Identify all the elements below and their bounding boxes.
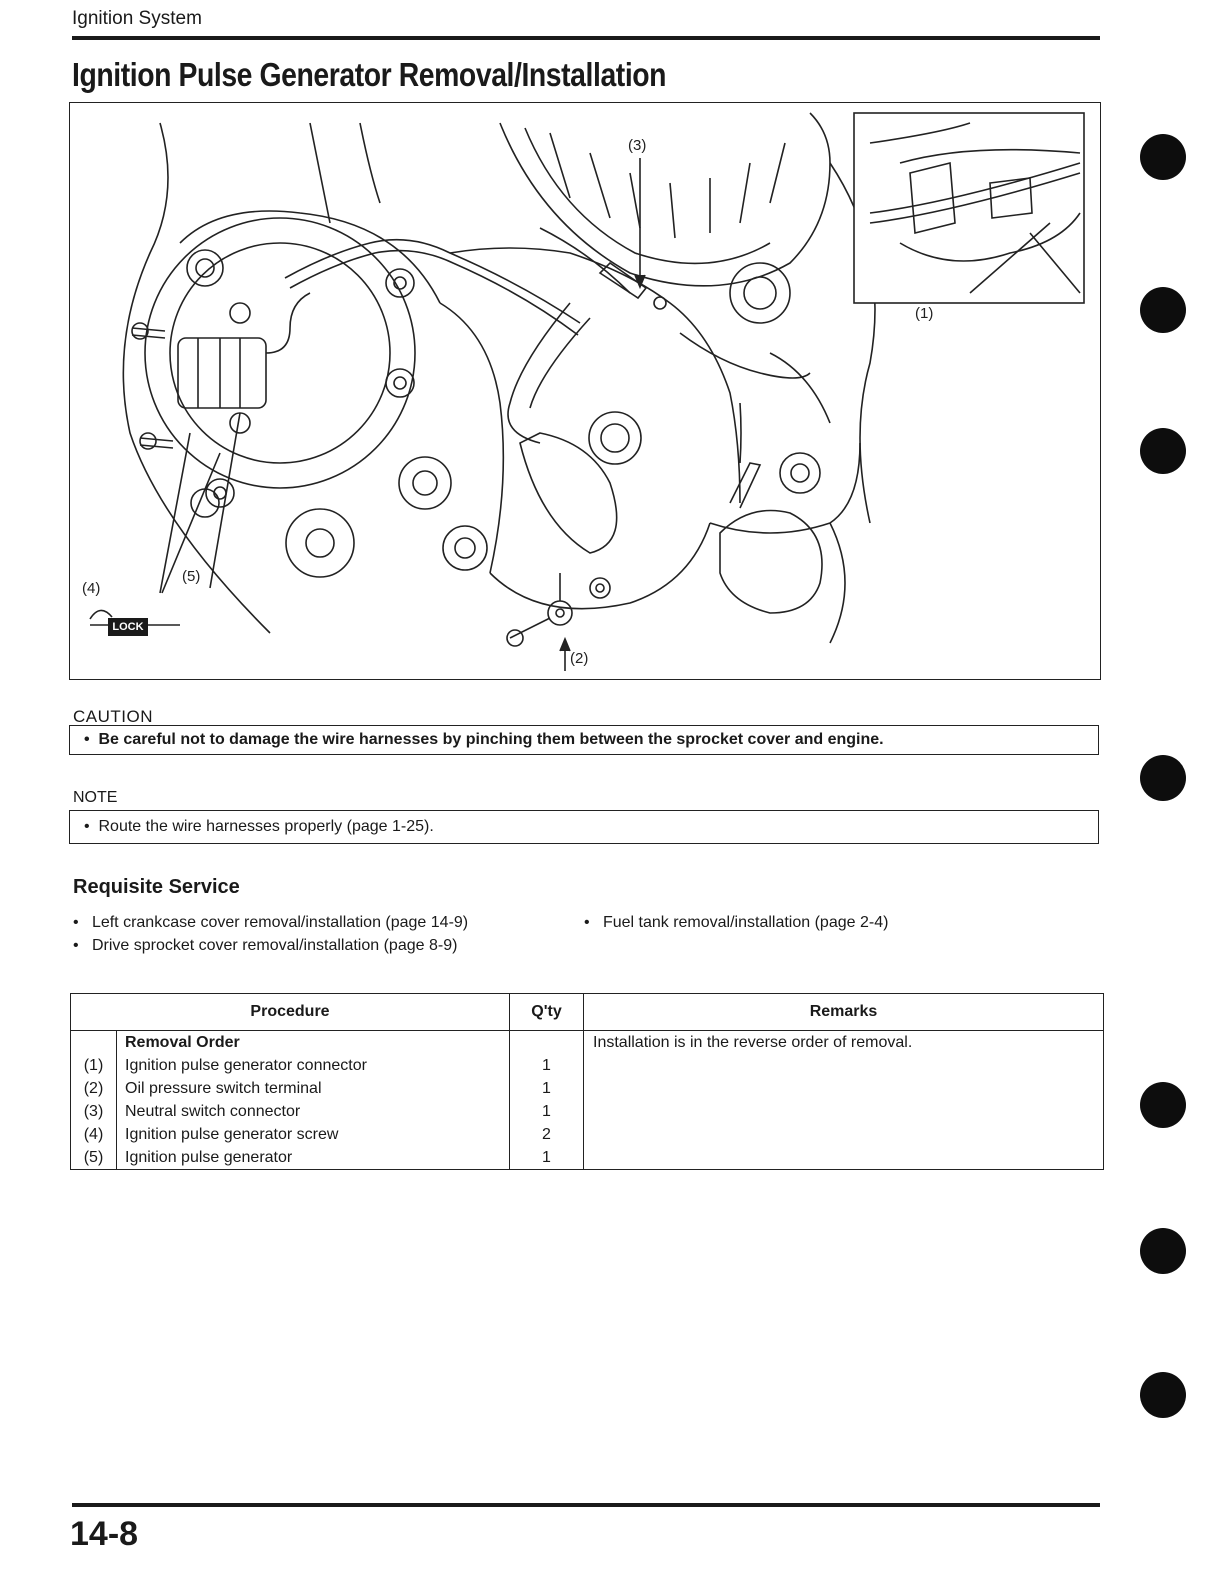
row-qty: 2 — [542, 1126, 551, 1143]
header-remarks: Remarks — [584, 994, 1104, 1031]
footer-rule — [72, 1503, 1100, 1507]
binder-hole-dot — [1140, 1228, 1186, 1274]
remarks-column — [584, 1031, 1104, 1170]
requisite-item: • Fuel tank removal/installation (page 2-4) — [584, 914, 889, 931]
binder-hole-dot — [1140, 287, 1186, 333]
note-text: Route the wire harnesses properly (page 1-25). — [98, 818, 434, 835]
row-qty: 1 — [542, 1080, 551, 1097]
callout-3: (3) — [628, 137, 647, 154]
requisite-item: • Drive sprocket cover removal/installation (page 8-9) — [73, 937, 458, 954]
row-qty: 1 — [542, 1149, 551, 1166]
row-number: (4) — [83, 1126, 104, 1143]
callout-2: (2) — [570, 650, 589, 667]
row-item: Ignition pulse generator — [125, 1149, 293, 1166]
row-item: Oil pressure switch terminal — [125, 1080, 322, 1097]
qty-column — [510, 1031, 584, 1170]
remark-text: Installation is in the reverse order of removal. — [593, 1034, 913, 1051]
callout-5: (5) — [182, 568, 201, 585]
callout-4: (4) — [82, 580, 101, 597]
note-text-line: • Route the wire harnesses properly (page 1-25). — [84, 818, 434, 835]
engine-linework — [90, 113, 1084, 671]
row-number: (1) — [83, 1057, 104, 1074]
caution-text-line: • Be careful not to damage the wire harnesses by pinching them between the sprocket cover and engine. — [84, 731, 884, 748]
item-column — [117, 1031, 510, 1170]
row-item: Neutral switch connector — [125, 1103, 301, 1120]
caution-text: Be careful not to damage the wire harnesses by pinching them between the sprocket cover and engine. — [98, 731, 884, 748]
row-number: (2) — [83, 1080, 104, 1097]
row-number: (5) — [83, 1149, 104, 1166]
row-qty: 1 — [542, 1103, 551, 1120]
page-title: Ignition Pulse Generator Removal/Installation — [72, 56, 667, 93]
engine-illustration — [69, 102, 1101, 680]
requisite-item: • Left crankcase cover removal/installation (page 14-9) — [73, 914, 469, 931]
note-heading: NOTE — [73, 789, 118, 806]
header-procedure: Procedure — [71, 994, 510, 1031]
removal-order-label: Removal Order — [125, 1034, 240, 1051]
caution-box — [69, 725, 1099, 755]
binder-hole-dot — [1140, 1082, 1186, 1128]
caution-heading: CAUTION — [73, 707, 153, 726]
callout-1: (1) — [915, 305, 934, 322]
lock-badge: LOCK — [108, 618, 148, 636]
row-qty: 1 — [542, 1057, 551, 1074]
requisite-item-text: Drive sprocket cover removal/installation (page 8-9) — [91, 937, 458, 954]
row-item: Ignition pulse generator connector — [125, 1057, 367, 1074]
requisite-heading: Requisite Service — [73, 876, 240, 898]
note-box — [69, 810, 1099, 844]
header-qty: Q'ty — [510, 994, 584, 1031]
row-item: Ignition pulse generator screw — [125, 1126, 339, 1143]
row-number: (3) — [83, 1103, 104, 1120]
requisite-item-text: Fuel tank removal/installation (page 2-4) — [602, 914, 889, 931]
section-header: Ignition System — [72, 8, 202, 29]
table-header-row — [71, 994, 1104, 1031]
page-number: 14-8 — [70, 1515, 139, 1553]
binder-hole-dot — [1140, 428, 1186, 474]
header-rule — [72, 36, 1100, 40]
table-body-row — [71, 1031, 1104, 1170]
binder-hole-dot — [1140, 134, 1186, 180]
requisite-item-text: Left crankcase cover removal/installation (page 14-9) — [91, 914, 469, 931]
number-column — [71, 1031, 117, 1170]
binder-hole-dot — [1140, 1372, 1186, 1418]
procedure-table — [70, 993, 1104, 1170]
binder-hole-dot — [1140, 755, 1186, 801]
